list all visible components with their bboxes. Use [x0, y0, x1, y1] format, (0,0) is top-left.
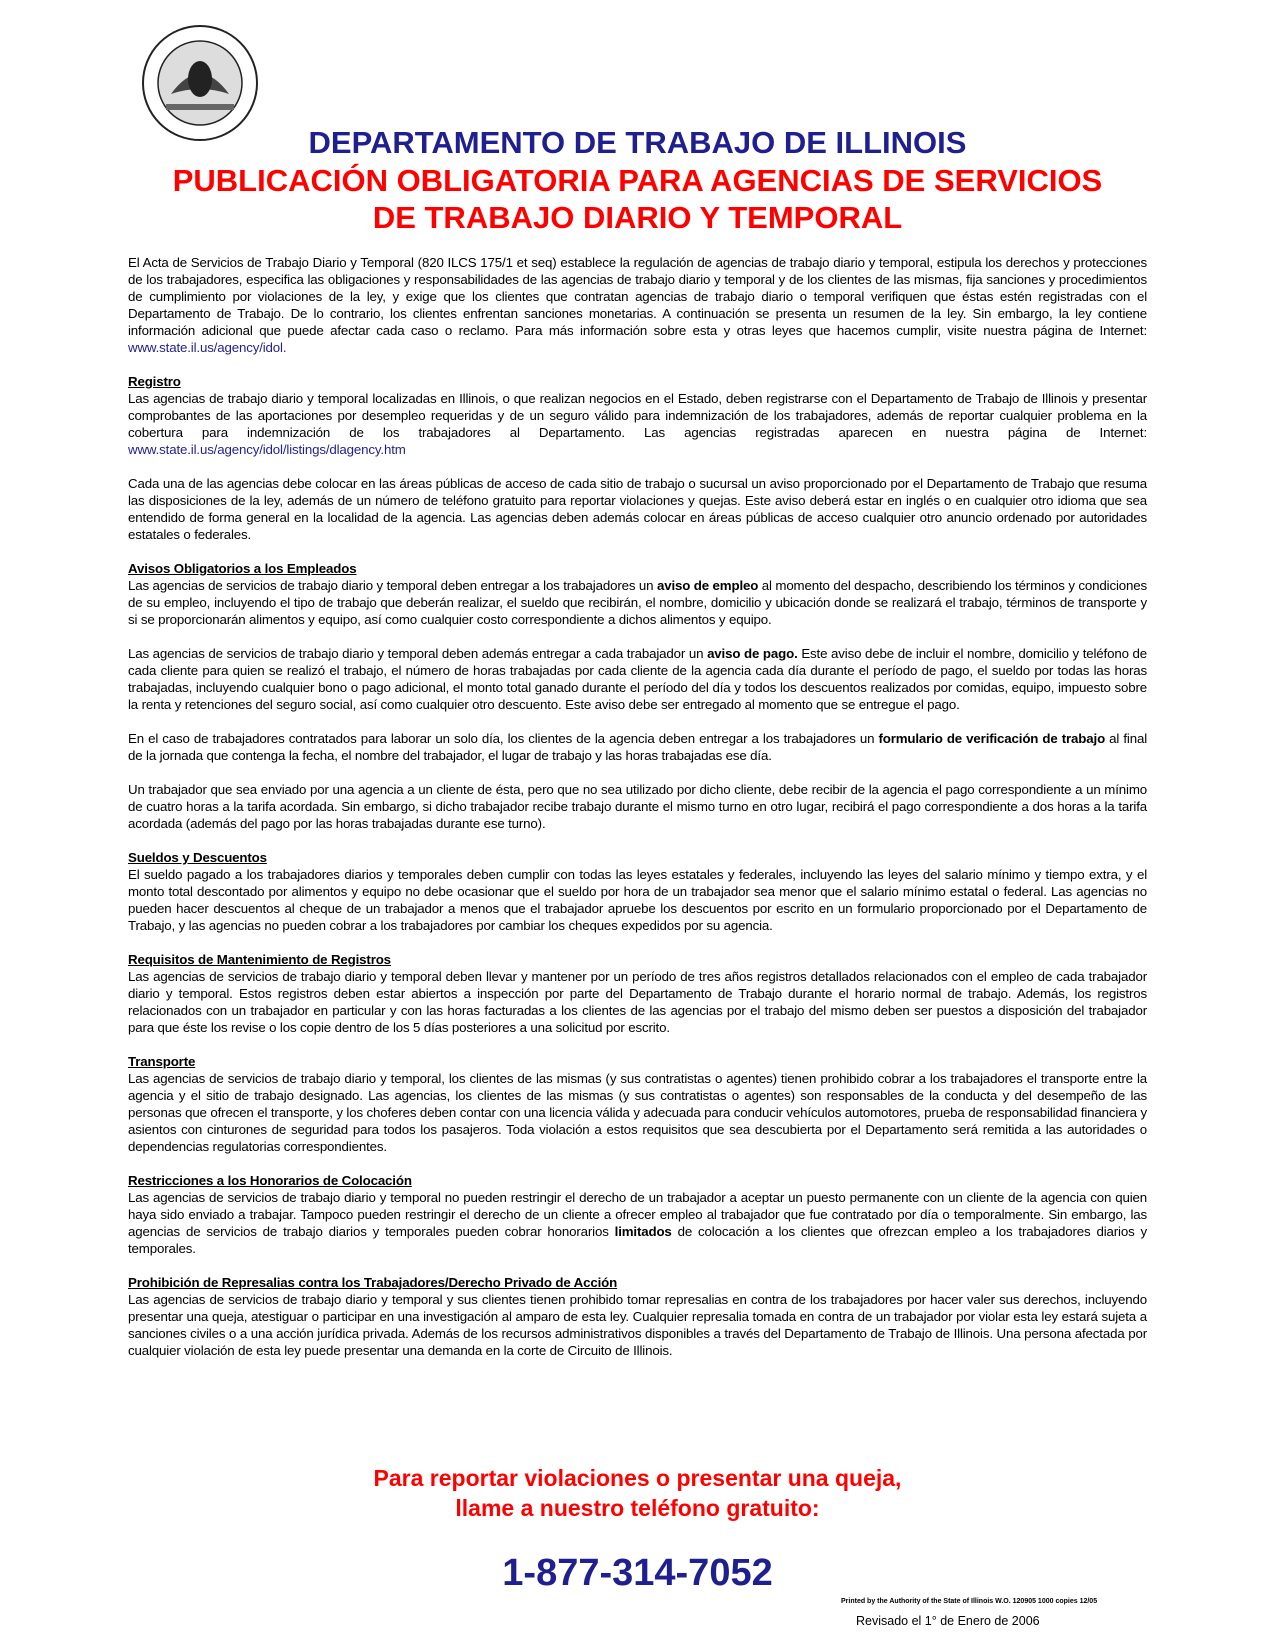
restricciones-section	[128, 1172, 1147, 1257]
text: al final de la jornada que contenga la fecha, el nombre del trabajador, el lugar de trabajo y las horas trabajadas ese día.	[128, 731, 1147, 763]
idol-website-link[interactable]: www.state.il.us/agency/idol.	[128, 340, 287, 355]
revision-date: Revisado el 1° de Enero de 2006	[856, 1614, 1040, 1628]
subtitle-line-2: DE TRABAJO DIARIO Y TEMPORAL	[372, 200, 903, 235]
section-heading-avisos: Avisos Obligatorios a los Empleados	[128, 561, 357, 576]
cta-line-1: Para reportar violaciones o presentar una queja,	[373, 1465, 902, 1491]
section-heading-represalias: Prohibición de Represalias contra los Trabajadores/Derecho Privado de Acción	[128, 1275, 618, 1290]
page-title: DEPARTAMENTO DE TRABAJO DE ILLINOIS	[308, 125, 967, 160]
section-heading-registros: Requisitos de Mantenimiento de Registros	[128, 952, 391, 967]
section-heading-transporte: Transporte	[128, 1054, 196, 1069]
represalias-section	[128, 1274, 1147, 1359]
avisos-section	[128, 560, 1147, 628]
subtitle-line-1: PUBLICACIÓN OBLIGATORIA PARA AGENCIAS DE SERVICIOS	[172, 163, 1103, 198]
registro-text: Las agencias de trabajo diario y temporal localizadas en Illinois, o que realizan negocios en el Estado, deben registrarse con el Departamento de Trabajo de Illinois y presentar comprobantes de las aportaciones por desempleo requeridas y de un seguro válido para indemnización de los trabajadores, además de reportar cualquier problema en la cobertura para indemnización de los trabajadores al Departamento. Las agencias registradas aparecen en nuestra página de Internet:	[128, 391, 1147, 440]
registro-section	[128, 373, 1147, 458]
section-heading-registro: Registro	[128, 374, 181, 389]
intro-paragraph	[128, 254, 1147, 356]
cta-line-2: llame a nuestro teléfono gratuito:	[455, 1495, 820, 1521]
text: Las agencias de servicios de trabajo diario y temporal no pueden restringir el derecho de un trabajador a aceptar un puesto permanente con un cliente de la agencia con quien haya sido enviado a trabajar. Tampoco pueden restringir el derecho de un cliente a ofrecer empleo al trabajador que fue contratado por día o temporalmente. Sin embargo, las agencias de servicios de trabajo diarios y temporales pueden cobrar honorarios	[128, 1190, 1147, 1239]
toll-free-phone: 1-877-314-7052	[502, 1552, 773, 1594]
text: Este aviso debe de incluir el nombre, domicilio y teléfono de cada cliente para quien se realizó el trabajo, el número de horas trabajadas por cada cliente de la agencia cada día durante el período de pago, el sueldo por todas las horas trabajadas, incluyendo cualquier bono o pago adicional, el monto total ganado durante el período del día y todos los descuentos realizados por comidas, equipo, impuesto sobre la renta y retenciones del seguro social, así como cualquier otro descuento. Este aviso debe ser entregado al momento que se entregue el pago.	[128, 646, 1148, 712]
text: Las agencias de servicios de trabajo diario y temporal deben entregar a los trabajadores un	[128, 578, 657, 593]
printing-note: Printed by the Authority of the State of Illinois W.O. 120905 1000 copies 12/05	[841, 1598, 1098, 1605]
intro-text: El Acta de Servicios de Trabajo Diario y Temporal (820 ILCS 175/1 et seq) establece la regulación de agencias de trabajo diario y temporal, estipula los derechos y protecciones de los trabajadores, especifica las obligaciones y responsabilidades de las agencias de trabajo diario y temporal y de los clientes de las mismas, fija sanciones y procedimientos de cumplimiento por violaciones de la ley, y exige que los clientes que contratan agencias de trabajo diario o temporal verifiquen que éstas estén registradas con el Departamento de Trabajo. De lo contrario, los clientes enfrentan sanciones monetarias. A continuación se presenta un resumen de la ley. Sin embargo, la ley contiene información adicional que puede afectar cada caso o reclamo. Para más información sobre esta y otras leyes que hacemos cumplir, visite nuestra página de Internet:	[128, 255, 1147, 338]
page-subtitle	[0, 162, 1275, 236]
text: En el caso de trabajadores contratados para laborar un solo día, los clientes de la agencia deben entregar a los trabajadores un	[128, 731, 879, 746]
text: Las agencias de servicios de trabajo diario y temporal y sus clientes tienen prohibido tomar represalias en contra de los trabajadores por hacer valer sus derechos, incluyendo presentar una queja, atestiguar o participar en una investigación al amparo de esta ley. Cualquier represalia tomada en contra de un trabajador por violar esta ley estará sujeta a sanciones civiles o a una acción jurídica privada. Además de los recursos administrativos disponibles a través del Departamento de Trabajo de Illinois. Una persona afectada por cualquier violación de esta ley puede presentar una demanda en la corte de Circuito de Illinois.	[128, 1292, 1147, 1358]
bold-term: aviso de empleo	[656, 578, 759, 593]
agency-listings-link[interactable]: www.state.il.us/agency/idol/listings/dlagency.htm	[128, 442, 406, 457]
text: Las agencias de servicios de trabajo diario y temporal deben llevar y mantener por un período de tres años registros detallados relacionados con el empleo de cada trabajador diario y temporal. Estos registros deben estar abiertos a inspección por parte del Departamento de Trabajo durante el horario normal de trabajo. Además, los registros relacionados con un trabajador en particular y con las horas facturadas a los clientes de las agencias por el trabajo del mismo deben ser puestos a disposición del trabajador para que éste los revise o los copie dentro de los 5 días posteriores a una solicitud por escrito.	[128, 969, 1147, 1035]
text: Las agencias de servicios de trabajo diario y temporal deben además entregar a cada trabajador un	[128, 646, 708, 661]
registro-paragraph-2: Cada una de las agencias debe colocar en las áreas públicas de acceso de cada sitio de trabajo o sucursal un aviso proporcionado por el Departamento de Trabajo que resuma las disposiciones de la ley, además de un número de teléfono gratuito para reportar violaciones y quejas. Este aviso deberá estar en inglés o en cualquier otro idioma que sea entendido de forma general en la localidad de la agencia. Las agencias deben además colocar en áreas públicas de acceso cualquier otro anuncio ordenado por autoridades estatales o federales.	[128, 476, 1147, 542]
text: al momento del despacho, describiendo los términos y condiciones de su empleo, incluyendo el tipo de trabajo que deberán realizar, el sueldo que recibirán, el nombre, domicilio y ubicación donde se realizará el trabajo, términos de transporte y si se proporcionarán alimentos y equipo, así como cualquier costo correspondiente a dichos alimentos y equipo.	[128, 578, 1147, 627]
bold-term: formulario de verificación de trabajo	[878, 731, 1106, 746]
avisos-paragraph-2	[128, 645, 1147, 713]
avisos-paragraph-4: Un trabajador que sea enviado por una agencia a un cliente de ésta, pero que no sea utilizado por dicho cliente, debe recibir de la agencia el pago correspondiente a un mínimo de cuatro horas a la tarifa acordada. Sin embargo, si dicho trabajador recibe trabajo durante el mismo turno en otro lugar, recibirá el pago correspondiente a dos horas a la tarifa acordada (además del pago por las horas trabajadas durante ese turno).	[128, 782, 1147, 831]
transporte-section	[128, 1053, 1147, 1155]
section-heading-restricciones: Restricciones a los Honorarios de Colocación	[128, 1173, 412, 1188]
avisos-paragraph-3	[128, 730, 1147, 764]
text: Las agencias de servicios de trabajo diario y temporal, los clientes de las mismas (y sus contratistas o agentes) tienen prohibido cobrar a los trabajadores el transporte entre la agencia y el sitio de trabajo designado. Las agencias, los clientes de las mismas (y sus contratistas o agentes) son responsables de la conducta y del desempeño de las personas que ofrecen el transporte, y los choferes deben contar con una licencia válida y adecuada para conducir vehículos automotores, prueba de responsabilidad financiera y asientos con cinturones de seguridad para todos los pasajeros. Toda violación a estos requisitos que sea descubierta por el Departamento será remitida a las autoridades o dependencias regulatorias correspondientes.	[128, 1071, 1147, 1154]
complaint-call-to-action	[0, 1463, 1275, 1523]
section-heading-sueldos: Sueldos y Descuentos	[128, 850, 267, 865]
bold-term: limitados	[614, 1224, 672, 1239]
registros-section	[128, 951, 1147, 1036]
sueldos-section	[128, 849, 1147, 934]
text: El sueldo pagado a los trabajadores diarios y temporales deben cumplir con todas las leyes estatales y federales, incluyendo las leyes del salario mínimo y tiempo extra, y el monto total descontado por alimentos y equipo no debe ocasionar que el sueldo por hora de un trabajador sea menor que el salario mínimo estatal o federal. Las agencias no pueden hacer descuentos al cheque de un trabajador a menos que el trabajador apruebe los descuentos por escrito en un formulario proporcionado por el Departamento de Trabajo, y las agencias no pueden cobrar a los trabajadores por cambiar los cheques expedidos por su agencia.	[128, 867, 1147, 933]
document-body	[128, 254, 1147, 1376]
text: de colocación a los clientes que ofrezcan empleo a los trabajadores diarios y temporales.	[128, 1224, 1147, 1256]
bold-term: aviso de pago.	[707, 646, 798, 661]
